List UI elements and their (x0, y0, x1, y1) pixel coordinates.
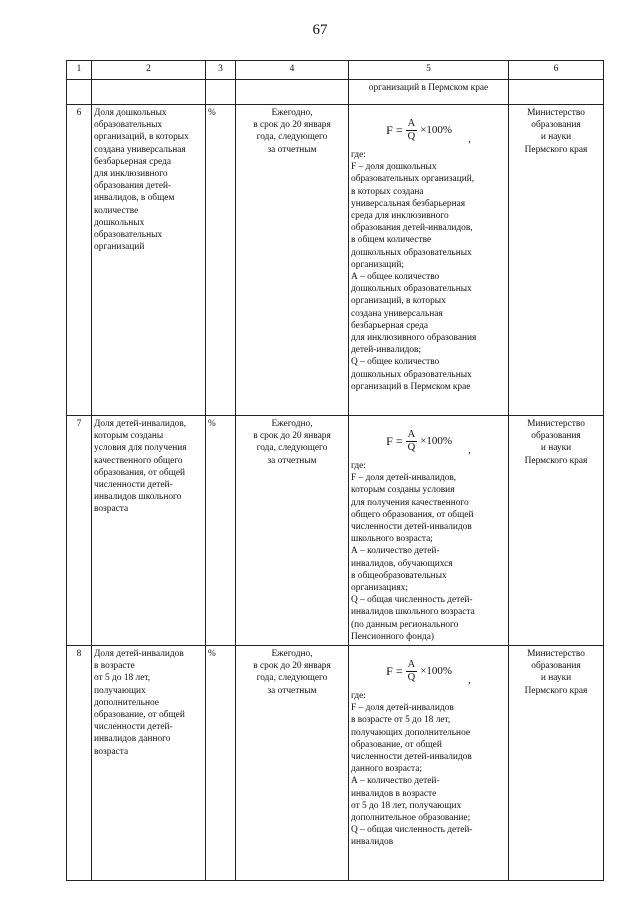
formula-comma: , (468, 443, 471, 456)
formula-rhs: ×100% (420, 664, 453, 677)
unit: % (206, 646, 236, 881)
reporting-period: Ежегодно, в срок до 20 января года, следующего за отчетным (236, 646, 349, 881)
formula-fraction (406, 118, 418, 143)
formula-numerator: A (407, 117, 416, 129)
empty-cell (67, 80, 92, 105)
formula-denominator: Q (407, 130, 416, 142)
formula-denominator: Q (407, 671, 416, 683)
formula (351, 426, 506, 456)
indicators-table (66, 60, 604, 881)
formula-numerator: A (407, 428, 416, 440)
empty-cell (509, 80, 604, 105)
header-cell: 5 (349, 61, 509, 80)
responsible-body: Министерство образования и науки Пермского края (509, 646, 604, 881)
empty-cell (206, 80, 236, 105)
formula-comma: , (468, 673, 471, 686)
formula-numerator: A (407, 658, 416, 670)
formula-rhs: ×100% (420, 123, 453, 136)
table-header-row (67, 61, 604, 80)
formula-lhs: F = (386, 122, 403, 137)
formula-lhs: F = (386, 433, 403, 448)
method-text: где: F – доля детей-инвалидов, которым созданы условия для получения качественного общего образования, от общей численности детей-инвалидов школьного возраста; А – количество детей- инвалидов, обучающихся в общеобразовательных организациях; Q – общая численность детей- инвалидов школьного возраста (по данным регионального Пенсионного фонда) (351, 461, 475, 642)
indicator-name: Доля детей-инвалидов, которым созданы условия для получения качественного общего образования, от общей численности детей- инвалидов школьного возраста (92, 416, 206, 646)
method-text: где: F – доля дошкольных образовательных организаций, в которых создана универсальная безбарьерная среда для инклюзивного образования детей-инвалидов, в общем количестве дошкольных образовательных организаций; А – общее количество дошкольных образовательных организаций, в которых создана универсальная безбарьерная среда для инклюзивного образования детей-инвалидов; Q – общее количество дошкольных образовательных организаций в Пермском крае (351, 150, 477, 392)
formula-fraction (406, 659, 418, 684)
responsible-body: Министерство образования и науки Пермского края (509, 416, 604, 646)
responsible-body: Министерство образования и науки Пермского края (509, 105, 604, 416)
formula (351, 115, 506, 145)
table-row (67, 646, 604, 881)
table-row (67, 105, 604, 416)
unit: % (206, 416, 236, 646)
calculation-method (349, 646, 509, 881)
continuation-row (67, 80, 604, 105)
empty-cell (236, 80, 349, 105)
formula-comma: , (468, 132, 471, 145)
table-row (67, 416, 604, 646)
header-cell: 2 (92, 61, 206, 80)
continuation-text: организаций в Пермском крае (349, 80, 509, 105)
header-cell: 4 (236, 61, 349, 80)
empty-cell (92, 80, 206, 105)
formula-fraction (406, 429, 418, 454)
method-text: где: F – доля детей-инвалидов в возрасте от 5 до 18 лет, получающих дополнительное образование, от общей численности детей-инвалидов данного возраста; А – количество детей- инвалидов в возрасте от 5 до 18 лет, получающих дополнительное образование; Q – общая численность детей- инвалидов (351, 691, 473, 848)
reporting-period: Ежегодно, в срок до 20 января года, следующего за отчетным (236, 416, 349, 646)
calculation-method (349, 416, 509, 646)
page-number: 67 (312, 22, 328, 38)
formula-rhs: ×100% (420, 434, 453, 447)
indicator-name: Доля детей-инвалидов в возрасте от 5 до 18 лет, получающих дополнительное образование, от общей численности детей- инвалидов данного возраста (92, 646, 206, 881)
header-cell: 3 (206, 61, 236, 80)
row-number: 7 (67, 416, 92, 646)
formula-denominator: Q (407, 441, 416, 453)
indicator-name: Доля дошкольных образовательных организаций, в которых создана универсальная безбарьерная среда для инклюзивного образования детей- инвалидов, в общем количестве дошкольных образовательных организаций (92, 105, 206, 416)
row-number: 6 (67, 105, 92, 416)
header-cell: 6 (509, 61, 604, 80)
header-cell: 1 (67, 61, 92, 80)
reporting-period: Ежегодно, в срок до 20 января года, следующего за отчетным (236, 105, 349, 416)
unit: % (206, 105, 236, 416)
calculation-method (349, 105, 509, 416)
row-number: 8 (67, 646, 92, 881)
formula (351, 656, 506, 686)
formula-lhs: F = (386, 663, 403, 678)
